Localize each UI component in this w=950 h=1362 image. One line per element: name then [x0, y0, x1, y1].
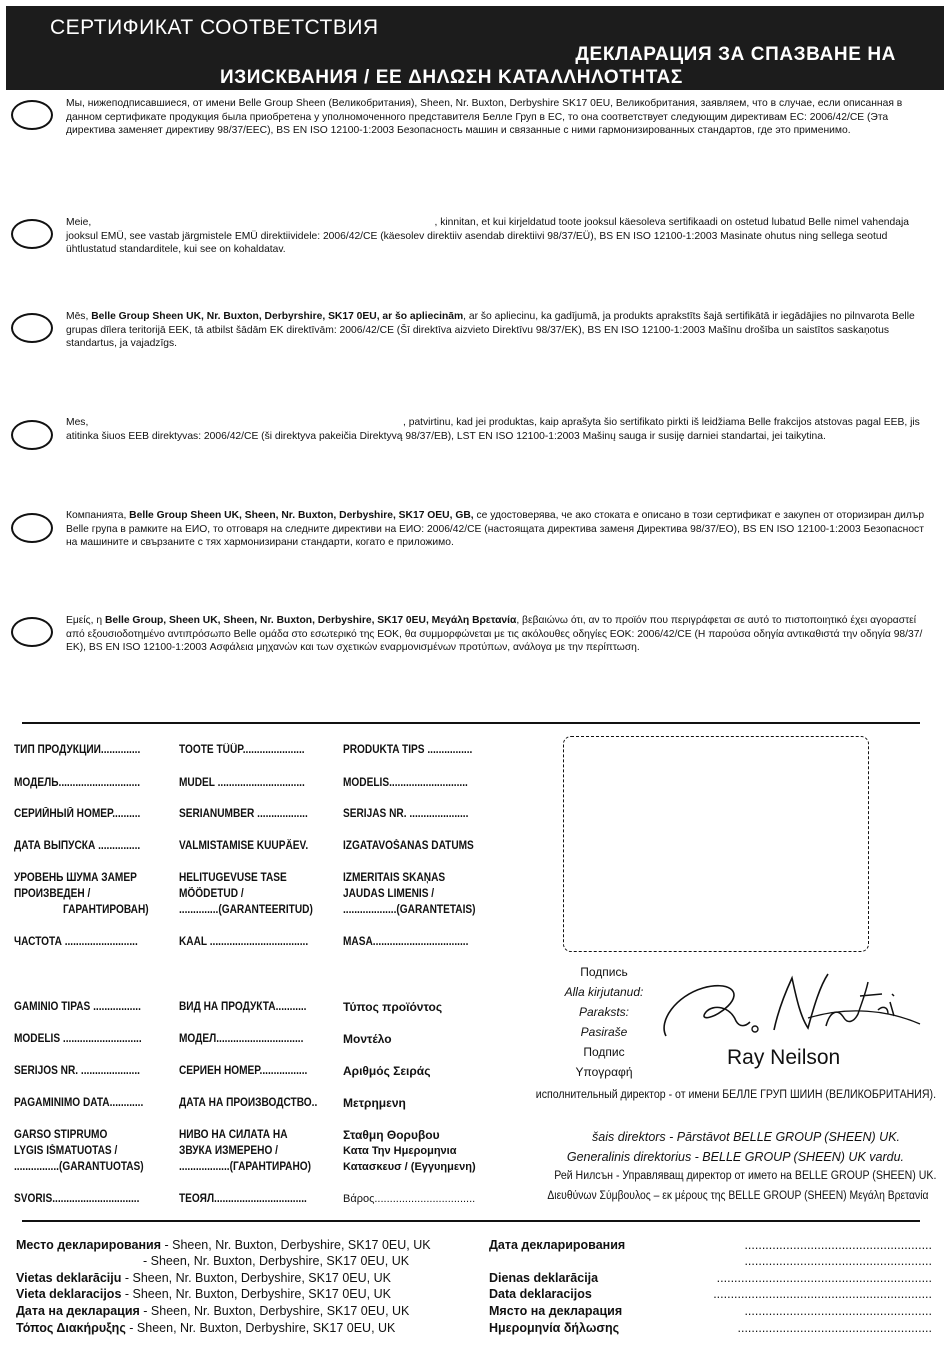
divider: [22, 722, 920, 724]
date-field-lt[interactable]: ...............................................................: [713, 1287, 932, 1301]
exec-title-ru: исполнительный директор - от имени БЕЛЛЕ ГРУП ШИИН (ВЕЛИКОБРИТАНИЯ).: [535, 1089, 936, 1101]
field-freq-ru: ЧАСТОТА ..........................: [14, 936, 138, 948]
field-model-ru: МОДЕЛЬ.............................: [14, 777, 141, 789]
declaration-lt: Mes, , patvirtinu, kad jei produktas, kaip aprašyta šio sertifikato pirkti iš leidžiama Belle frakcijos atstovas pagal EEB, jis atitinka šiuos EEB direktyvas: 2006/42/CE (ši direktyva pakeičia Direktyvą 98/37/EB), LST EN ISO 12100-1:2003 Mašinų sauga ir susiję darniei standartai, jei taikytina.: [66, 417, 923, 442]
exec-title-el: Διευθύνων Σύμβουλος – εκ μέρους της BELLE GROUP (SHEEN) Μεγάλη Βρετανία: [546, 1190, 928, 1202]
signature-label-lv: Paraksts:: [578, 1005, 629, 1019]
field-serial-ru: СЕРИЙНЫЙ НОМЕР..........: [14, 808, 141, 820]
declaration-bg: Компанията, Belle Group Sheen UK, Sheen, Nr. Buxton, Derbyshire, SK17 OEU, GB, се удостоверява, че ако стоката е описано в този сертификат е закупен от оторизиран дилър Belle група в рамките на ЕИО, то отговаря на следните директиви на ЕИО: 2006/42/CE (настоящата директива заменя Директива 98/37/EO), BS EN ISO 12100-1:2003 Безопасност на машините и свързаните с тях хармонизирани стандарти, когато е приложимо.: [66, 510, 925, 549]
field-weight-lv: MASA..................................: [343, 936, 469, 948]
field-serial-bg: СЕРИЕН НОМЕР.................: [179, 1065, 308, 1077]
field-date-lt: PAGAMINIMO DATA............: [14, 1097, 144, 1109]
field-noise-lv-2: JAUDAS LĪMENIS /: [343, 888, 435, 900]
field-type-et: TOOTE TÜÜP......................: [179, 744, 305, 756]
signature-label-et: Alla kirjutanud:: [564, 985, 644, 999]
title-line-3: ИЗИСКВАНИЯ / ЕЕ ΔΗΛΩΣΗ ΚΑΤΑΛΛΗΛΟΤΗΤΑΣ: [220, 67, 683, 88]
exec-title-lt: Generalinis direktorius - BELLE GROUP (SHEEN) UK vardu.: [566, 1150, 904, 1164]
signer-name: Ray Neilson: [727, 1046, 841, 1069]
checkbox-oval-ru[interactable]: [11, 100, 53, 130]
date-field-et[interactable]: ......................................................: [744, 1254, 932, 1268]
field-date-bg: ДАТА НА ПРОИЗВОДСТВО..: [179, 1097, 318, 1109]
field-noise-el-2: Κατα Την Ημερομηνια: [343, 1145, 457, 1157]
field-noise-el-1: Σταθμη Θορυβου: [343, 1128, 440, 1142]
field-noise-ru-2: ПРОИЗВЕДЕН /: [14, 888, 91, 900]
field-model-el: Μοντέλο: [343, 1032, 392, 1046]
field-noise-lt-3: ................(GARANTUOTAS): [14, 1161, 144, 1173]
declaration-lv: Mēs, Belle Group Sheen UK, Nr. Buxton, Derbyrshire, SK17 0EU, ar šo apliecinām, ar šo apliecinu, ka gadījumā, ja produkts aprakstīts šajā sertifikātā ir iegādājies no pilnvarota Belle grupas dīlera teritorijā EEK, tā atbilst šādām EK direktīvām: 2006/42/CE (Šī direktīva aizvieto Direktīvu 98/37/EK), BS EN ISO 12100-1:2003 Mašīnu drošība un saistītos saskaņotus standartus, ja vajadzīgs.: [66, 311, 915, 350]
place-lt: Vieta deklaracijos - Sheen, Nr. Buxton, Derbyshire, SK17 0EU, UK: [16, 1287, 391, 1301]
date-label-lv: Dienas deklarācija: [489, 1271, 599, 1285]
signature-label-ru: Подпись: [580, 965, 628, 979]
field-noise-bg-1: НИВО НА СИЛАТА НА: [179, 1129, 288, 1141]
date-label-el: Ημερομηνία δήλωσης: [489, 1321, 620, 1335]
exec-title-bg: Рей Нилсън - Управляващ директор от името на BELLE GROUP (SHEEN) UK.: [553, 1170, 936, 1182]
date-field-lv[interactable]: ..............................................................: [716, 1271, 932, 1285]
checkbox-oval-lv[interactable]: [11, 313, 53, 343]
checkbox-oval-bg[interactable]: [11, 513, 53, 543]
field-weight-et: KAAL ...................................: [179, 936, 309, 948]
place-lv: Vietas deklarāciju - Sheen, Nr. Buxton, Derbyshire, SK17 0EU, UK: [16, 1271, 391, 1285]
field-date-el: Μετρημενη: [343, 1096, 406, 1110]
field-serial-lv: SĒRIJAS NR. .....................: [343, 808, 469, 820]
field-noise-bg-2: ЗВУКА ИЗМЕРЕНО /: [179, 1145, 278, 1157]
title-banner: [6, 6, 944, 90]
declaration-ru: Мы, нижеподписавшиеся, от имени Belle Group Sheen (Великобритания), Sheen, Nr. Buxton, Derbyshire SK17 0EU, Великобритания, заявляем, что в случае, если описанная в данном сертификате продукция была приобретена у уполномоченного представителя Белле Груп в ЕС, то она соответствует следующим директивам ЕС: 2006/42/CE (Эта директива заменяет директиву 98/37/EEC), BS EN ISO 12100-1:2003 Безопасность машин и связанные с ними гармонизированных стандартов, где это применимо.: [66, 98, 903, 137]
exec-title-lv: šais direktors - Pārstāvot BELLE GROUP (SHEEN) UK.: [592, 1130, 900, 1144]
field-model-lt: MODELIS ............................: [14, 1033, 142, 1045]
handwritten-signature: [658, 966, 923, 1044]
field-noise-lv-3: ...................(GARANTĒTAIS): [343, 904, 476, 916]
field-model-bg: МОДЕЛ...............................: [179, 1033, 304, 1045]
field-noise-et-2: MÕÕDETUD /: [179, 888, 244, 900]
checkbox-oval-lt[interactable]: [11, 420, 53, 450]
date-field-bg[interactable]: ......................................................: [744, 1304, 932, 1318]
field-date-ru: ДАТА ВЫПУСКА ...............: [14, 840, 141, 852]
place-et: - Sheen, Nr. Buxton, Derbyshire, SK17 0EU, UK: [143, 1254, 410, 1268]
field-noise-ru-3: ГАРАНТИРОВАН): [63, 904, 149, 916]
field-type-el: Τύπος προϊόντος: [343, 1000, 443, 1014]
place-bg: Дата на декларация - Sheen, Nr. Buxton, Derbyshire, SK17 0EU, UK: [16, 1304, 410, 1318]
field-noise-lt-1: GARSO STIPRUMO: [14, 1129, 108, 1141]
field-serial-lt: SERIJOS NR. .....................: [14, 1065, 140, 1077]
field-type-lv: PRODUKTA TIPS ................: [343, 744, 473, 756]
date-field-ru[interactable]: ......................................................: [744, 1238, 932, 1252]
date-label-lt: Data deklaracijos: [489, 1287, 592, 1301]
field-type-bg: ВИД НА ПРОДУКТА...........: [179, 1001, 307, 1013]
signature-label-lt: Pasirаše: [580, 1025, 628, 1039]
field-serial-et: SERIANUMBER ..................: [179, 808, 308, 820]
field-date-lv: IZGATAVOŠANAS DATUMS: [343, 840, 474, 852]
field-weight-bg: ТЕОЯЛ.................................: [179, 1193, 307, 1205]
field-weight-lt: SVORIS...............................: [14, 1193, 140, 1205]
field-noise-ru-1: УРОВЕНЬ ШУМА ЗАМЕР: [14, 872, 137, 884]
checkbox-oval-et[interactable]: [11, 219, 53, 249]
field-noise-et-1: HELITUGEVUSE TASE: [179, 872, 287, 884]
stamp-box: [563, 736, 869, 952]
place-ru: Место декларирования - Sheen, Nr. Buxton, Derbyshire, SK17 0EU, UK: [16, 1238, 431, 1252]
place-el: Τόπος Διακήρυξης - Sheen, Nr. Buxton, Derbyshire, SK17 0EU, UK: [16, 1321, 396, 1335]
field-weight-el: Βάρος.................................: [343, 1193, 476, 1205]
field-serial-el: Αριθμός Σειράς: [343, 1064, 431, 1078]
signature-label-bg: Подпис: [583, 1045, 625, 1059]
field-noise-lt-2: LYGIS IŠMATUOTAS /: [14, 1145, 118, 1157]
field-model-lv: MODELIS............................: [343, 777, 468, 789]
declaration-el: Εμείς, η Belle Group, Sheen UK, Sheen, Nr. Buxton, Derbyshire, SK17 0EU, Μεγάλη Βρετανία, βεβαιώνω ότι, αν το προϊόν που περιγράφεται σε αυτό το πιστοποιητικό έχει αγοραστεί από εξουσιοδοτημένο αντιπρόσωπο Belle ομάδα στο εσωτερικό της ΕΟΚ, θα συμμορφώνεται με τις ακόλουθες οδηγίες ΕΟΚ: 2006/42/CE (Η παρούσα οδηγία αντικαθιστά την οδηγία 98/37/ΕΚ), BS EN ISO 12100-1:2003 Ασφάλεια μηχανών και των σχετικών εναρμονισμένων προτύπων, ανάλογα με την περίπτωση.: [66, 615, 923, 654]
field-model-et: MUDEL ...............................: [179, 777, 305, 789]
field-noise-bg-3: ..................(ГАРАНТИРАНО): [179, 1161, 312, 1173]
signature-label-el: Υπογραφή: [575, 1065, 633, 1079]
date-field-el[interactable]: ........................................................: [737, 1321, 932, 1335]
field-type-lt: GAMINIO TIPAS .................: [14, 1001, 141, 1013]
field-date-et: VALMISTAMISE KUUPÄEV.: [179, 840, 309, 852]
checkbox-oval-el[interactable]: [11, 617, 53, 647]
field-type-ru: ТИП ПРОДУКЦИИ..............: [14, 744, 141, 756]
field-noise-el-3: Κατασκευσ / (Εγγυημενη): [343, 1161, 476, 1173]
title-line-2: ДЕКЛАРАЦИЯ ЗА СПАЗВАНЕ НА: [575, 44, 896, 65]
divider: [22, 1220, 920, 1222]
field-noise-lv-1: IZMĒRĪTAIS SKAŅAS: [343, 872, 446, 884]
date-label-bg: Място на декларация: [489, 1304, 623, 1318]
date-label-ru: Дата декларирования: [489, 1238, 626, 1252]
field-noise-et-3: ..............(GARANTEERITUD): [179, 904, 313, 916]
declaration-et: Meie, , kinnitan, et kui kirjeldatud toote jooksul käesoleva sertifikaadi on ostetud lubatud Belle nimel vahendaja jooksul EMÜ, see vastab järgmistele EMÜ direktiividele: 2006/42/CE (käesolev direktiiv asendab direktiivi 98/37/EÜ), BS EN ISO 12100-1:2003 Masinate ohutus ning sellega seotud ühtlustatud standarditele, kui see on kohaldatav.: [66, 217, 912, 256]
title-line-1: СЕРТИФИКАТ СООТВЕТСТВИЯ: [50, 16, 379, 39]
